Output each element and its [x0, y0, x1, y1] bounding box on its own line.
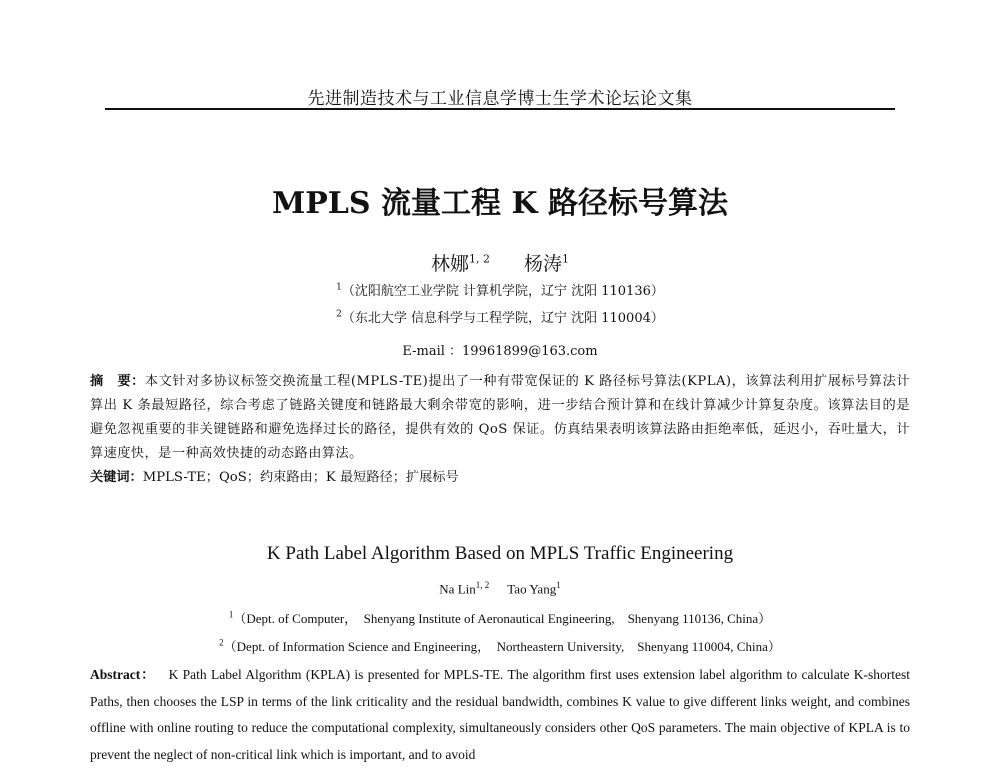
affil-text: （Dept. of Information Science and Engineering， Northeastern University, Shenyang 110004, China）: [223, 639, 781, 654]
abstract-en: [90, 662, 910, 768]
affil-mark: 2: [336, 309, 342, 320]
author-name: Na Lin: [439, 581, 476, 597]
author-affil-mark: 1, 2: [475, 580, 490, 590]
affiliation-cn: [0, 307, 1000, 326]
affiliation-cn: [0, 280, 1000, 299]
affil-mark: 1: [336, 282, 342, 293]
paper-title-cn: MPLS 流量工程 K 路径标号算法: [272, 186, 728, 221]
abstract-cn: [90, 370, 910, 466]
affil-text: （Dept. of Computer， Shenyang Institute of Aeronautical Engineering, Shenyang 110136, China）: [233, 611, 772, 626]
author-name: 杨涛: [524, 253, 563, 275]
abstract-cn-text: 本文针对多协议标签交换流量工程(MPLS-TE)提出了一种有带宽保证的 K 路径标号算法(KPLA)，该算法利用扩展标号算法计算出 K 条最短路径，综合考虑了链路关键度和链路最大剩余带宽的影响，进一步结合预计算和在线计算减少计算复杂度。该算法目的是避免忽视重要的非关键链路和避免选择过长的路径，提供有效的 QoS 保证。仿真结果表明该算法路由拒绝率低，延迟小，吞吐量大，计算速度快，是一种高效快捷的动态路由算法。: [90, 374, 910, 461]
author-affil-mark: 1: [562, 252, 570, 266]
affiliation-en: [0, 608, 1000, 627]
authors-en: [0, 580, 1000, 597]
abstract-en-label: Abstract：: [90, 667, 156, 682]
keywords-cn-text: MPLS-TE；QoS；约束路由；K 最短路径；扩展标号: [142, 470, 459, 485]
author-affil-mark: 1, 2: [469, 252, 490, 266]
affil-text: （东北大学 信息科学与工程学院，辽宁 沈阳 110004）: [341, 311, 664, 326]
author-affil-mark: 1: [556, 580, 561, 590]
affil-text: （沈阳航空工业学院 计算机学院，辽宁 沈阳 110136）: [341, 284, 664, 299]
header-rule: [105, 108, 895, 110]
authors-cn: [0, 249, 1000, 276]
affil-mark: 2: [219, 637, 224, 648]
author-email: E-mail ：19961899@163.com: [402, 344, 598, 359]
keywords-cn: [90, 466, 910, 490]
abstract-en-text: K Path Label Algorithm (KPLA) is presented for MPLS-TE. The algorithm first uses extension label algorithm to calculate K-shortest Paths, then chooses the LSP in terms of the link criticality and the residual bandwidth, combines K value to give different links weight, and combines offline with online routing to reduce the computational complexity, simultaneously considers other QoS parameters. The main objective of KPLA is to prevent the neglect of non-critical link which is important, and to avoid: [90, 667, 910, 762]
running-header: 先进制造技术与工业信息学博士生学术论坛论文集: [307, 89, 693, 109]
affil-mark: 1: [228, 609, 234, 620]
abstract-cn-label: 摘 要：: [90, 374, 145, 389]
author-name: 林娜: [430, 253, 469, 275]
affiliation-en: [0, 636, 1000, 655]
author-name: Tao Yang: [507, 581, 557, 597]
paper-title-en: K Path Label Algorithm Based on MPLS Traffic Engineering: [266, 543, 734, 564]
keywords-cn-label: 关键词：: [90, 470, 143, 485]
